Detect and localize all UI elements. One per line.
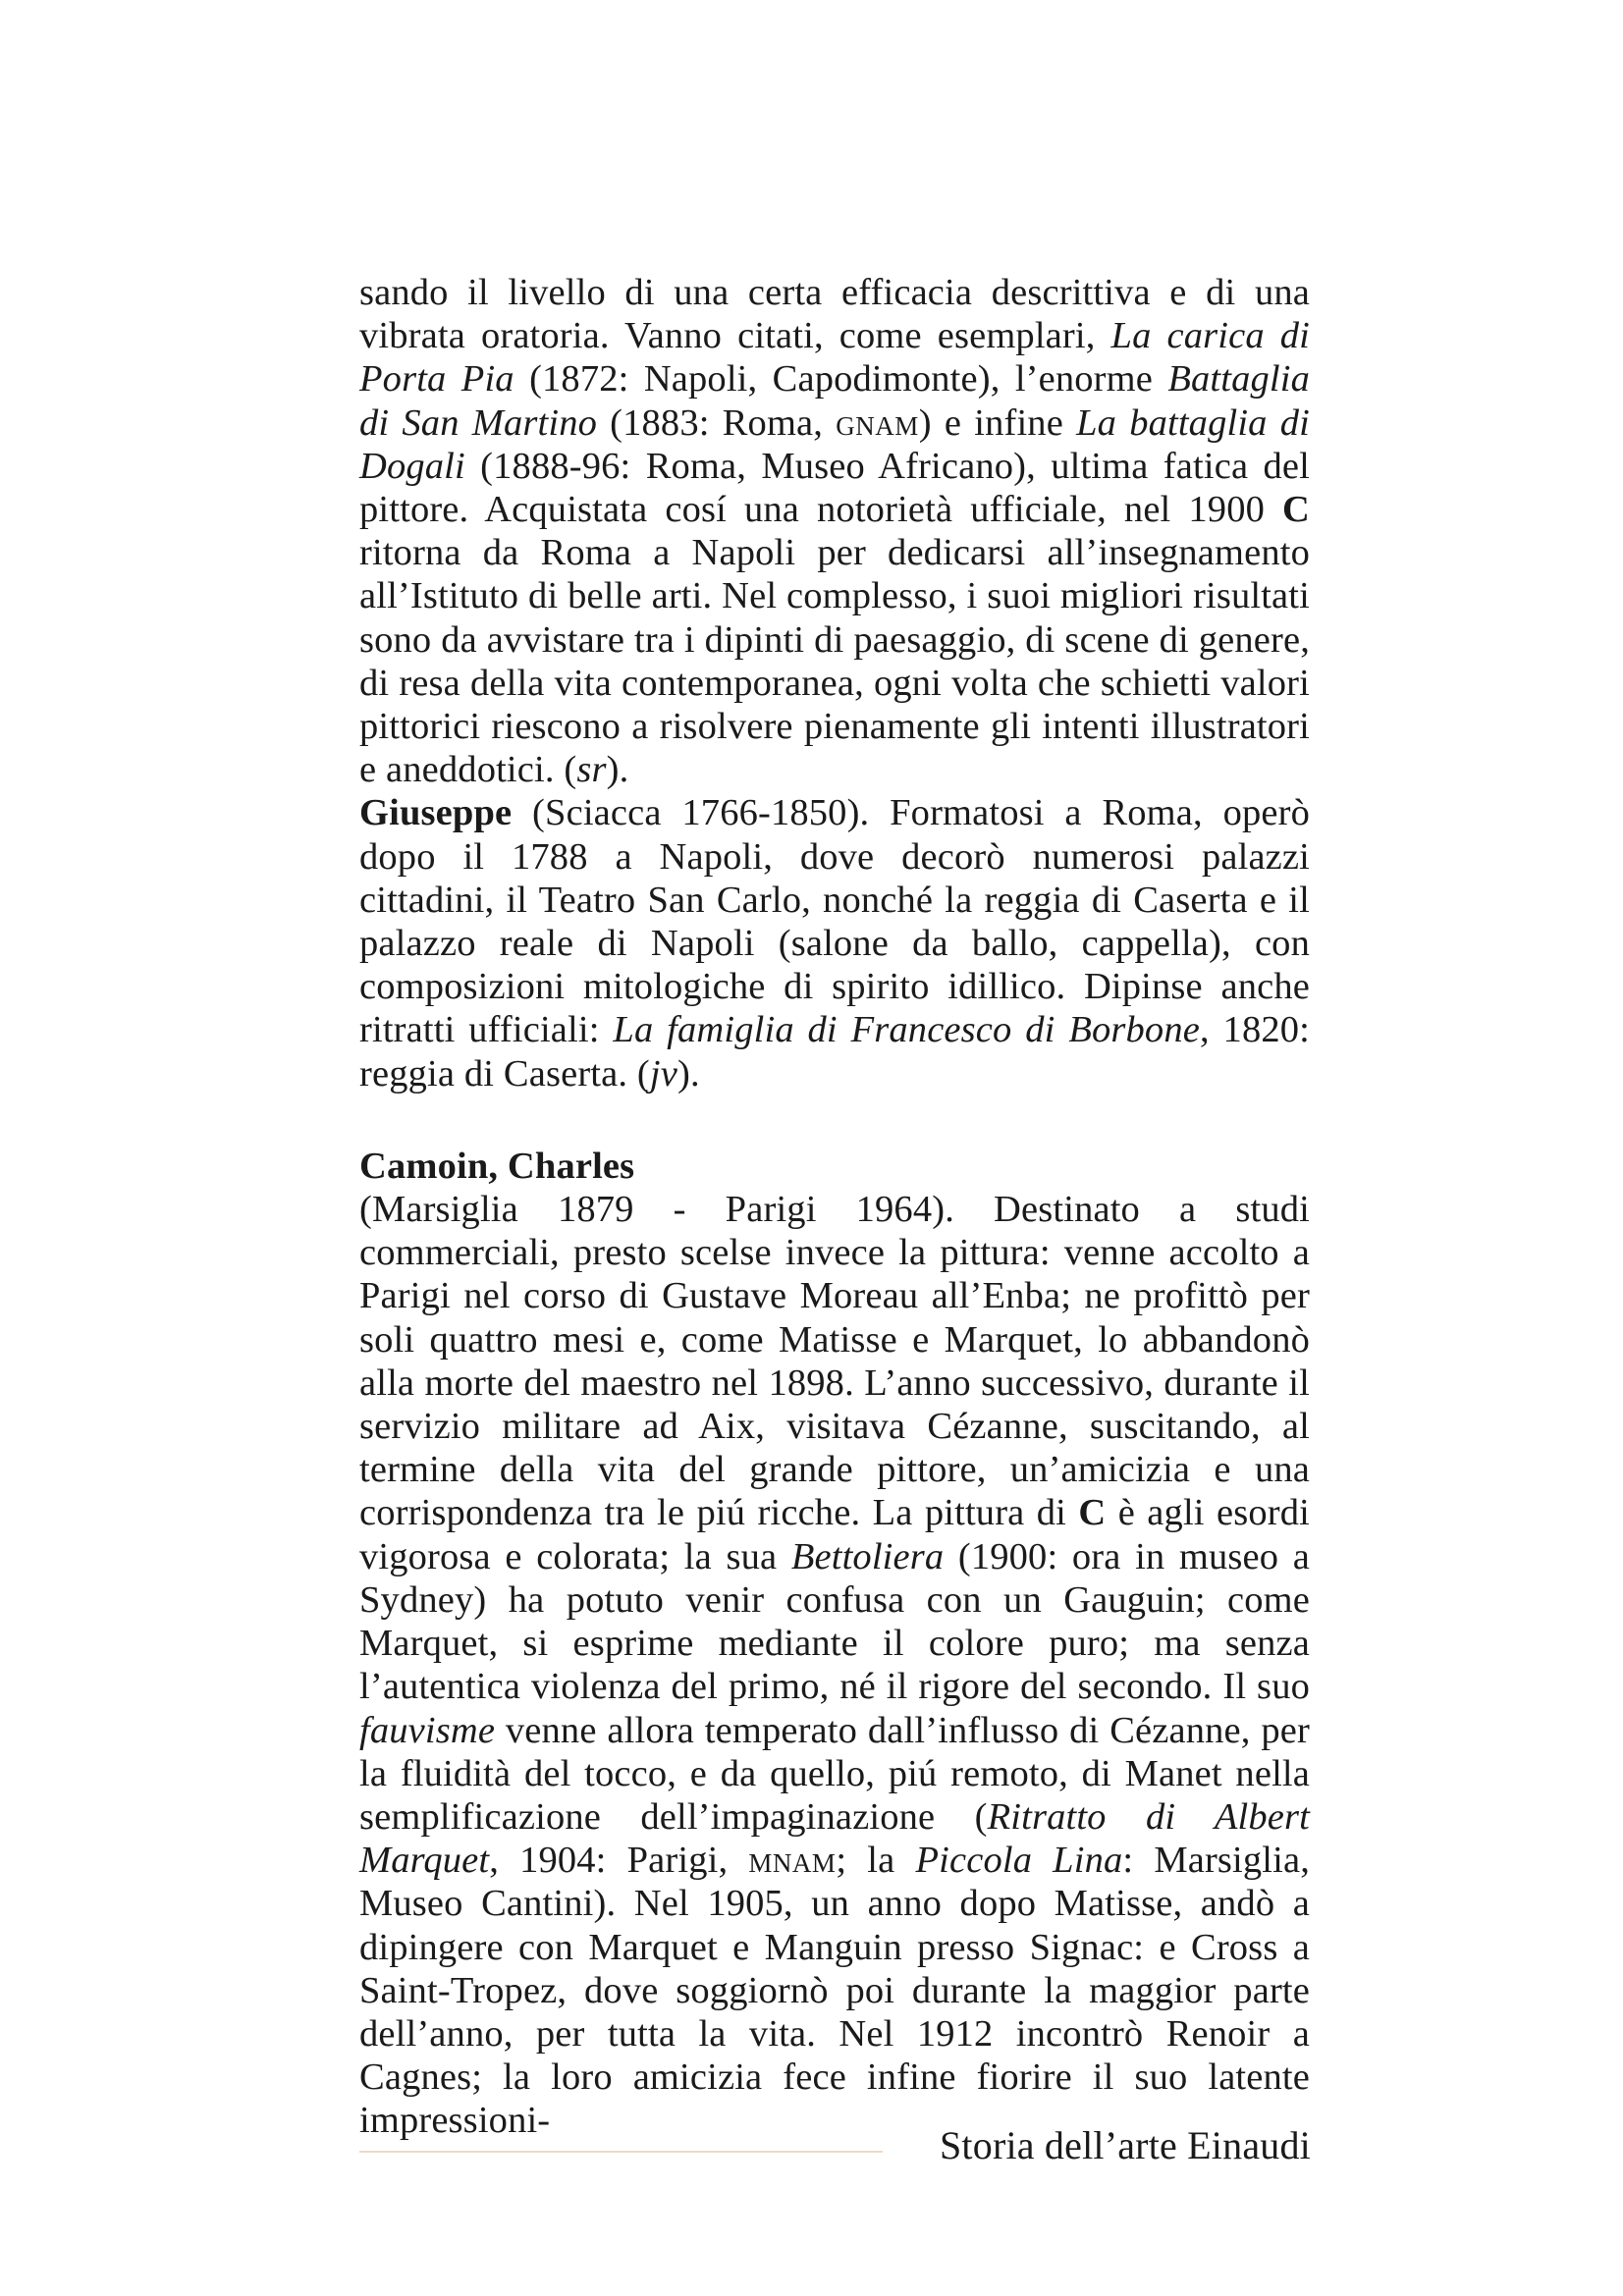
entry-abbreviation: C [1282,489,1310,531]
artwork-title: La carica di Porta Pia [359,315,1310,400]
text-run: ; la [836,1840,916,1882]
text-run: (1872: Napoli, Capodimonte), l’enorme [514,358,1168,400]
text-run: venne allora temperato dall’influsso di Cézanne, per la fluidità del tocco, e da quello, piú remoto, di Manet nella semplificazione dell’impaginazione ( [359,1709,1310,1838]
subentry-name: Giuseppe [359,792,513,834]
text-run: ). [677,1052,700,1095]
art-movement: fauvisme [359,1709,496,1751]
text-run: (1900: ora in museo a Sydney) ha potuto venir confusa con un Gauguin; come Marquet, si esprime mediante il colore puro; ma senza l’autentica violenza del primo, né il rigore del secondo. Il suo [359,1535,1310,1708]
artwork-title: Piccola Lina [915,1840,1123,1882]
museum-abbreviation: gnam [836,401,919,444]
entry-abbreviation: C [1078,1492,1107,1534]
artwork-title: Bettoliera [790,1535,945,1577]
text-run: è agli esordi vigorosa e colorata; la sua [359,1492,1310,1577]
artwork-title: La battaglia di Dogali [359,401,1310,487]
paragraph-camoin [359,1188,1310,2142]
text-run: (Sciacca 1766-1850). Formatosi a Roma, operò dopo il 1788 a Napoli, dove decorò numerosi palazzi cittadini, il Teatro San Carlo, nonché la reggia di Caserta e il palazzo reale di Napoli (salone da ballo, cappella), con composizioni mitologiche di spirito idillico. Dipinse anche ritratti ufficiali: [359,792,1310,1051]
paragraph-giuseppe [359,791,1310,1095]
text-column [359,271,1310,2143]
author-initials: sr [576,749,607,791]
artwork-title: Battaglia di San Martino [359,358,1310,444]
text-run: (Marsiglia 1879 - Parigi 1964). Destinato a studi commerciali, presto scelse invece la pittura: venne accolto a Parigi nel corso di Gustave Moreau all’Enba; ne profittò per soli quattro mesi e, come Matisse e Marquet, lo abbandonò alla morte del maestro nel 1898. L’anno successivo, durante il servizio militare ad Aix, visitava Cézanne, suscitando, al termine della vita del grande pittore, un’amicizia e una corrispondenza tra le piú ricche. La pittura di [359,1189,1310,1534]
text-run: , 1820: reggia di Caserta. ( [359,1009,1311,1095]
author-initials: jv [649,1052,677,1095]
text-run: ritorna da Roma a Napoli per dedicarsi all’insegnamento all’Istituto di belle arti. Nel complesso, i suoi migliori risultati sono da avvistare tra i dipinti di paesaggio, di scene di genere, di resa della vita contemporanea, ogni volta che schietti valori pittorici riescono a risolvere pienamente gli intenti illustratori e aneddotici. ( [359,532,1310,791]
text-run: : Marsiglia, Museo Cantini). Nel 1905, un anno dopo Matisse, andò a dipingere con Marquet e Manguin presso Signac: e Cross a Saint-Tropez, dove soggiornò poi durante la maggior parte dell’anno, per tutta la vita. Nel 1912 incontrò Renoir a Cagnes; la loro amicizia fece infine fiorire il suo latente impressioni- [359,1840,1310,2142]
footer-publication-title: Storia dell’arte Einaudi [939,2123,1311,2167]
entry-heading: Camoin, Charles [359,1145,635,1187]
museum-abbreviation: mnam [748,1840,837,1882]
footer-divider [359,2151,883,2153]
text-run: ) e infine [918,401,1077,444]
text-run: ). [606,749,629,791]
artwork-title: Ritratto di Albert Marquet [359,1795,1311,1882]
text-run: (1883: Roma, [597,401,837,444]
text-run: sando il livello di una certa efficacia descrittiva e di una vibrata oratoria. Vanno citati, come esemplari, [359,272,1310,357]
text-run: , 1904: Parigi, [489,1840,749,1882]
text-run: (1888-96: Roma, Museo Africano), ultima fatica del pittore. Acquistata cosí una notorietà ufficiale, nel 1900 [359,445,1310,531]
paragraph-continuation [359,271,1310,791]
artwork-title: La famiglia di Francesco di Borbone [613,1009,1200,1051]
